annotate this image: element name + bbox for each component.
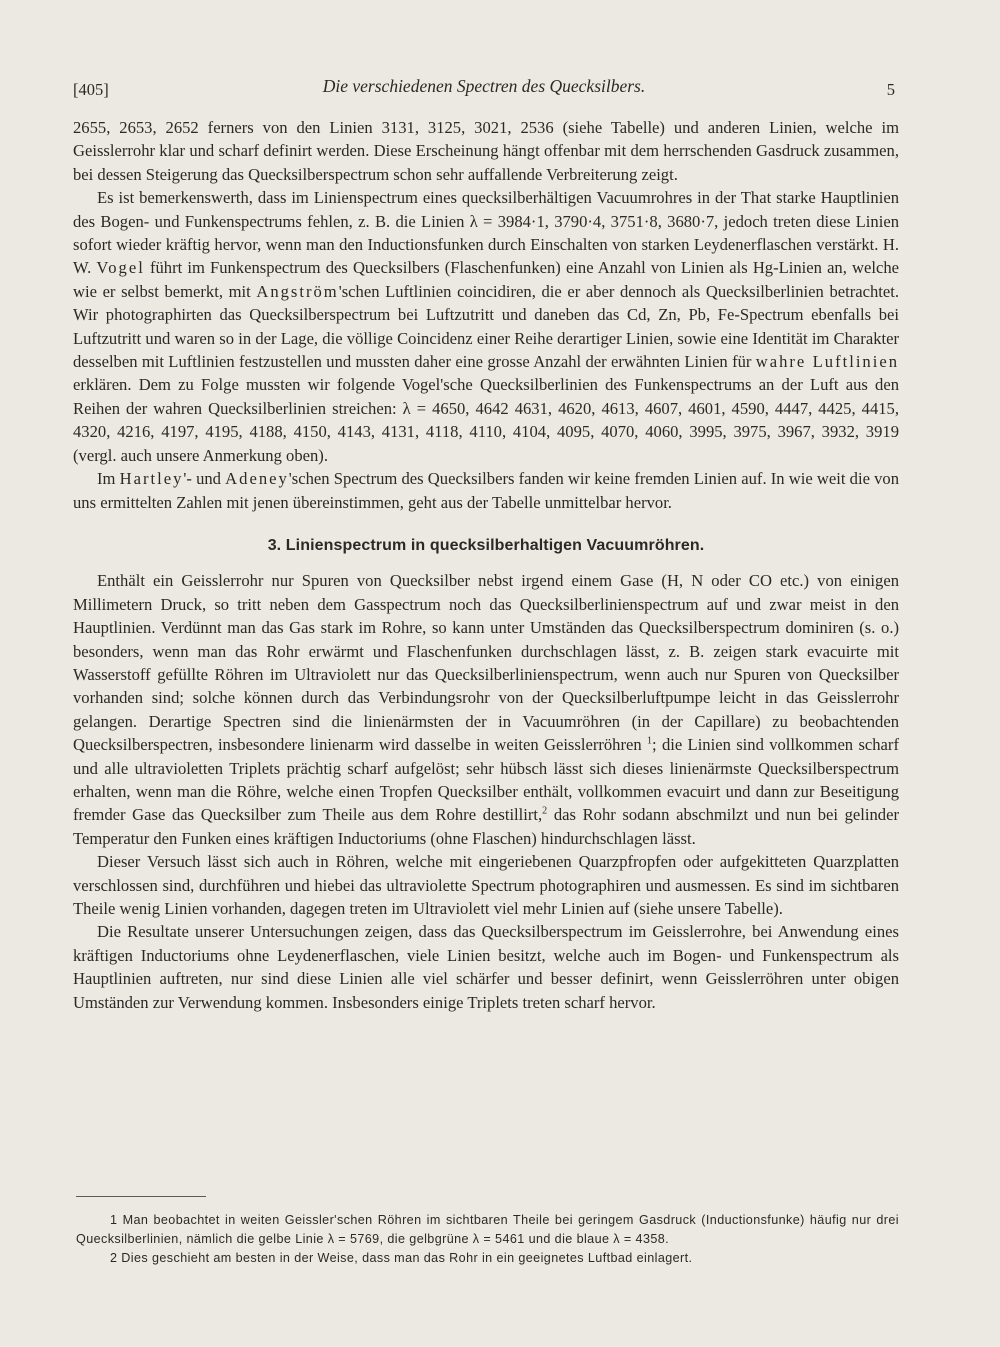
paragraph-6: Die Resultate unserer Untersuchungen zeigen, dass das Quecksilberspectrum im Geisslerrohre, bei Anwendung eines kräftigen Inductoriums ohne Leydenerflaschen, viele Linien besitzt, welche auch im Bogen- und Funkenspectrum als Hauptlinien auftreten, nur sind diese Linien alle viel schärfer und besser definirt, wenn Geisslerröhren unter obigen Umständen zur Verwendung kommen. Insbesonders einige Triplets treten scharf hervor.: [73, 922, 899, 1012]
paragraph-3: [73, 467, 899, 514]
paragraph-2: [73, 186, 899, 467]
paragraph-2-part-d: erklären. Dem zu Folge mussten wir folgende Vogel'sche Quecksilberlinien des Funkenspectrums an der Luft aus den Reihen der wahren Quecksilberlinien streichen: λ = 4650, 4642 4631, 4620, 4613, 4607, 4601, 4590, 4447, 4425, 4415, 4320, 4216, 4197, 4195, 4188, 4150, 4143, 4131, 4118, 4110, 4104, 4095, 4070, 4060, 3995, 3975, 3967, 3932, 3919 (vergl. auch unsere Anmerkung oben).: [73, 375, 899, 465]
main-text: [73, 116, 899, 1014]
paragraph-3-part-b: '- und: [183, 469, 221, 489]
author-name-vogel: Vogel: [96, 258, 145, 278]
paragraph-4-part-c: das Rohr sodann abschmilzt und nun bei gelinder Temperatur den Funken eines kräftigen Inductoriums (ohne Flaschen) hindurchschlagen lässt.: [73, 805, 899, 848]
paragraph-3-part-a: Im: [97, 469, 116, 489]
footnote-divider: [76, 1196, 206, 1197]
footnote-2: 2 Dies geschieht am besten in der Weise, dass man das Rohr in ein geeignetes Luftbad einlagert.: [110, 1251, 693, 1265]
paragraph-2-part-c: 'schen Luftlinien coincidiren, die er aber dennoch als Quecksilberlinien betrachtet. Wir photographirten das Quecksilberspectrum bei Luftzutritt und daneben das Cd, Zn, Pb, Fe-Spectrum ebenfalls bei Luftzutritt und waren so in der Lage, die völlige Coincidenz einer Reihe derartiger Linien, sowie eine Identität im Charakter desselben mit Luftlinien festzustellen und mussten daher eine grosse Anzahl der erwähnten Linien für: [73, 281, 899, 372]
page-reference: [405]: [73, 80, 109, 99]
author-name-angstrom: Angström: [256, 281, 339, 301]
paragraph-4-part-b: ; die Linien sind vollkommen scharf und alle ultravioletten Triplets prächtig scharf aufgelöst; sehr hübsch lässt sich dieses linienärmste Quecksilberspectrum erhalten, wenn man die Röhre, welche einen Tropfen Quecksilber enthält, vollkommen evacuirt und dann zur Beseitigung fremder Gase das Quecksilber zum Theile aus dem Rohre destillirt,: [73, 735, 899, 825]
paragraph-2-part-a: Es ist bemerkenswerth, dass im Linienspectrum eines quecksilberhältigen Vacuumrohres in der That starke Hauptlinien des Bogen- und Funkenspectrums fehlen, z. B. die Linien λ = 3984·1, 3790·4, 3751·8, 3680·7, jedoch treten diese Linien sofort wieder kräftig hervor, wenn man den Inductionsfunken durch Einschalten von starken Leydenerflaschen verstärkt. H. W.: [73, 188, 899, 278]
footnotes: [76, 1211, 899, 1268]
paragraph-3-part-c: 'schen Spectrum des Quecksilbers fanden wir keine fremden Linien auf. In wie weit die von uns ermittelten Zahlen mit jenen übereinstimmen, geht aus der Tabelle unmittelbar hervor.: [73, 469, 899, 512]
page-header: [73, 76, 895, 102]
emphasis-wahre-luftlinien: wahre Luftlinien: [755, 352, 899, 372]
footnote-marker-2: 2: [542, 805, 548, 817]
paragraph-4: [73, 569, 899, 850]
page-number: 5: [886, 80, 895, 99]
paragraph-5: Dieser Versuch lässt sich auch in Röhren, welche mit eingeriebenen Quarzpfropfen oder aufgekitteten Quarzplatten verschlossen sind, durchführen und hiebei das ultraviolette Spectrum photographiren und ausmessen. Es sind im sichtbaren Theile wenig Linien vorhanden, dagegen treten im Ultraviolett viel mehr Linien auf (siehe unsere Tabelle).: [73, 852, 899, 918]
paragraph-2-part-b: führt im Funkenspectrum des Quecksilbers (Flaschenfunken) eine Anzahl von Linien als Hg-Linien an, welche wie er selbst bemerkt, mit: [73, 258, 899, 301]
section-heading: 3. Linienspectrum in quecksilberhaltigen Vacuumröhren.: [267, 536, 705, 554]
paragraph-1: 2655, 2653, 2652 ferners von den Linien 3131, 3125, 3021, 2536 (siehe Tabelle) und anderen Linien, welche im Geisslerrohr klar und scharf definirt werden. Diese Erscheinung hängt offenbar mit dem herrschenden Gasdruck zusammen, bei dessen Steigerung das Quecksilberspectrum schon sehr auffallende Verbreiterung zeigt.: [73, 118, 899, 184]
running-title: Die verschiedenen Spectren des Quecksilbers.: [322, 76, 646, 96]
paragraph-4-part-a: Enthält ein Geisslerrohr nur Spuren von Quecksilber nebst irgend einem Gase (H, N oder CO etc.) von einigen Millimetern Druck, so tritt neben dem Gasspectrum noch das Quecksilberlinienspectrum auf und zwar meist in den Hauptlinien. Verdünnt man das Gas stark im Rohre, so kann unter Umständen das Quecksilberspectrum dominiren (s. o.) besonders, wenn man das Rohr erwärmt und Flaschenfunken durchschlagen lässt, z. B. zeigen stark evacuirte mit Wasserstoff gefüllte Röhren im Ultraviolett nur das Quecksilberlinienspectrum, wenn auch nur Spuren von Quecksilber vorhanden sind; solche können durch das Verbindungsrohr von der Quecksilberluftpumpe leicht in das Geisslerrohr gelangen. Derartige Spectren sind die linienärmsten der in Vacuumröhren (in der Capillare) zu beobachtenden Quecksilberspectren, insbesondere linienarm wird dasselbe in weiten Geisslerröhren: [73, 571, 899, 755]
author-name-adeney: Adeney: [225, 469, 289, 489]
footnote-marker-1: 1: [647, 735, 652, 747]
footnote-1: 1 Man beobachtet in weiten Geissler'schen Röhren im sichtbaren Theile bei geringem Gasdruck (Inductionsfunke) häufig nur drei Quecksilberlinien, nämlich die gelbe Linie λ = 5769, die gelbgrüne λ = 5461 und die blaue λ = 4358.: [76, 1213, 899, 1246]
author-name-hartley: Hartley: [119, 469, 184, 489]
